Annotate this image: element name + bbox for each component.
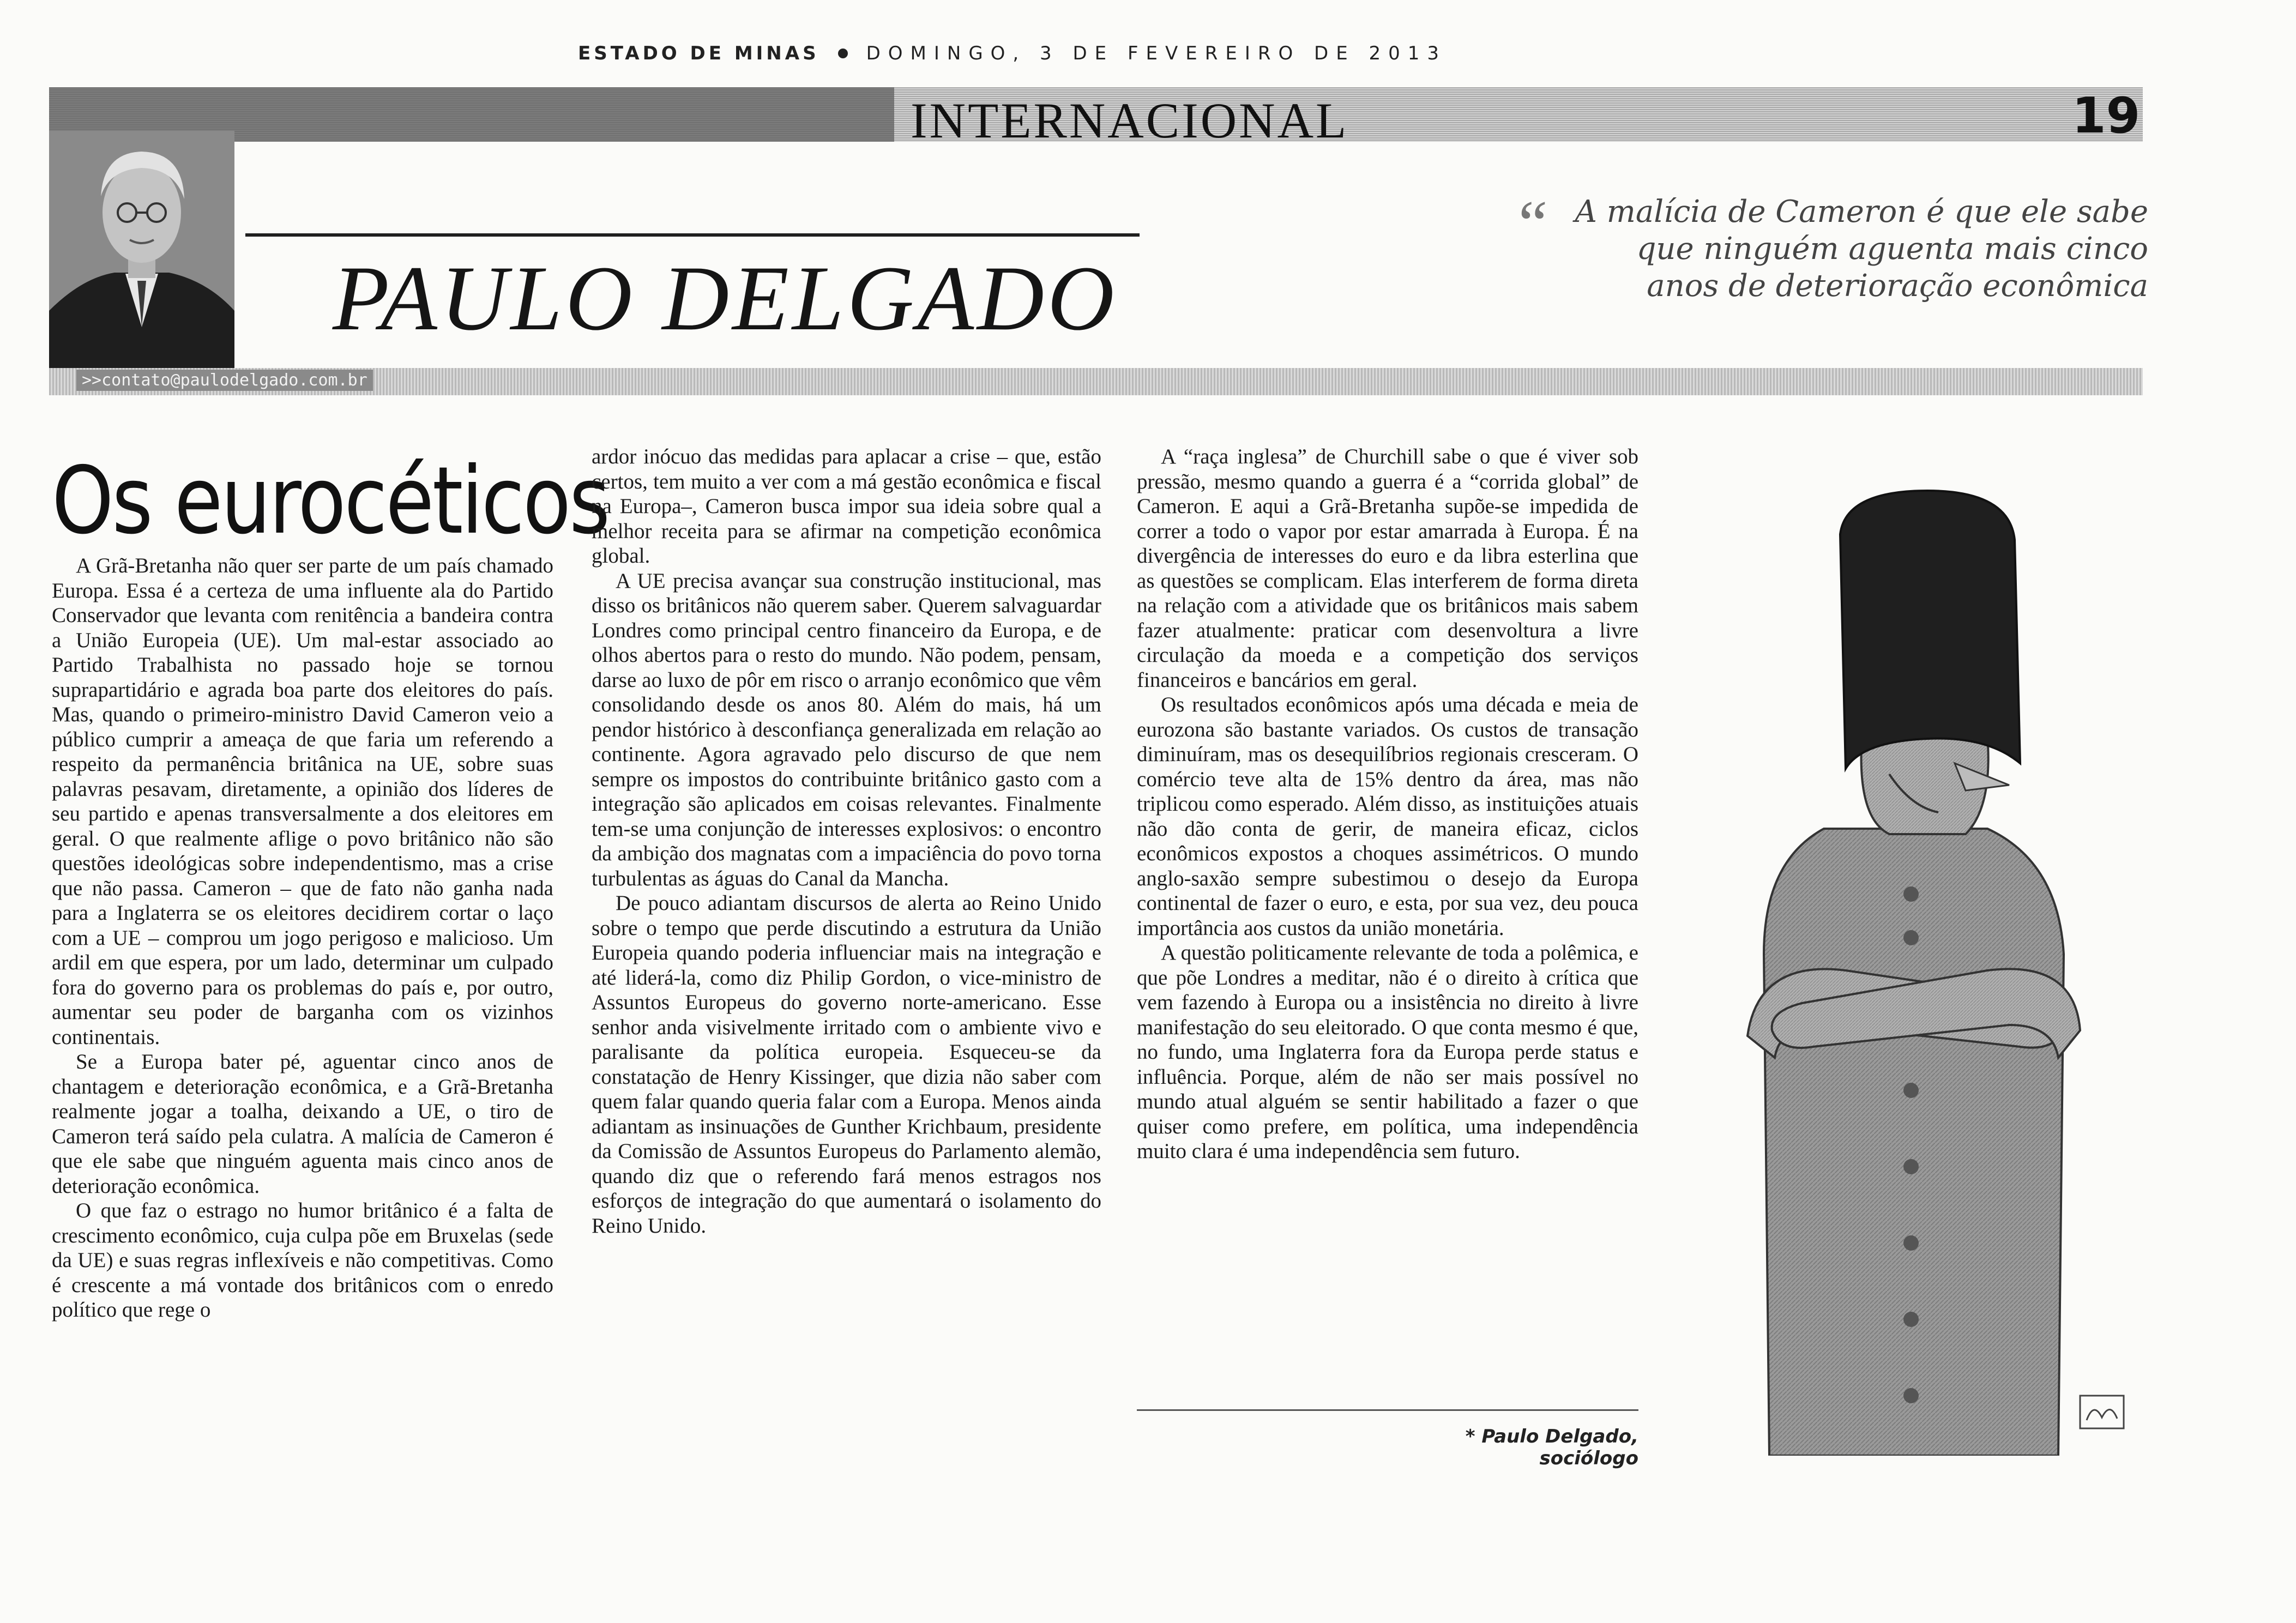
author-email: >>contato@paulodelgado.com.br [76, 370, 373, 391]
masthead [578, 43, 1668, 75]
royal-guard-drawing [1682, 480, 2146, 1456]
author-photo [49, 131, 234, 371]
paragraph: ardor inócuo das medidas para aplacar a crise – que, estão certos, tem muito a ver com a má gestão econômica e fiscal na Europa–, Cameron busca impor sua ideia sobre qual a melhor receita para se afirmar na competição econômica global. [592, 445, 1101, 568]
publication-date: DOMINGO, 3 DE FEVEREIRO DE 2013 [866, 43, 1447, 64]
paragraph: De pouco adiantam discursos de alerta ao Reino Unido sobre o tempo que perde discutindo a estrutura da União Europeia quando poderia influenciar mais na integração e até liderá-la, como diz Philip Gordon, o vice-ministro de Assuntos Europeus do governo norte-americano. Esse senhor anda visivelmente irritado com o ambiente vivo e paralisante da política europeia. Esqueceu-se da constatação de Henry Kissinger, que dizia não saber com quem falar quando queria falar com a Europa. Menos ainda adiantam as insinuações de Gunther Krichbaum, presidente da Comissão de Assuntos Europeus do Parlamento alemão, quando diz que o referendo fará menos estragos nos esforços de integração do que aumentará o isolamento do Reino Unido. [592, 891, 1101, 1238]
article-column-2 [592, 444, 1101, 1238]
article-column-1 [52, 553, 553, 1323]
paragraph: Se a Europa bater pé, aguentar cinco anos de chantagem e deterioração econômica, e a Grã-Bretanha realmente jogar a toalha, deixando a UE, o tiro de Cameron terá saído pela culatra. A malícia de Cameron é que ele sabe que ninguém aguenta mais cinco anos de deterioração econômica. [52, 1050, 553, 1198]
cartoon-illustration [1682, 480, 2146, 1456]
paragraph: A Grã-Bretanha não quer ser parte de um país chamado Europa. Essa é a certeza de uma influente ala do Partido Conservador que levanta com renitência a bandeira contra a União Europeia (UE). Um mal-estar associado ao Partido Trabalhista no passado hoje se tornou suprapartidário e agrada boa parte dos eleitores do país. Mas, quando o primeiro-ministro David Cameron veio a público cumprir a ameaça de que faria um referendo a respeito da permanência britânica na UE, sobre suas palavras pesavam, diretamente, a opinião dos líderes de seu partido e apenas transversalmente a dos eleitores em geral. O que realmente aflige o povo britânico não são questões ideológicas sobre independentismo, mas a crise que não passa. Cameron – que de fato não ganha nada para a Inglaterra se os eleitores decidirem cortar o laço com a UE – comprou um jogo perigoso e malicioso. Um ardil em que espera, por um lado, determinar um culpado fora do governo para os problemas do país e, por outro, aumentar seu poder de barganha com os vizinhos continentais. [52, 554, 553, 1049]
paragraph: A questão politicamente relevante de toda a polêmica, e que põe Londres a meditar, não é o direito à crítica que vem fazendo à Europa ou a insistência no direito à livre manifestação do seu eleitorado. O que conta mesmo é que, no fundo, uma Inglaterra fora da Europa perde status e influência. Porque, além de não ser mais possível no mundo atual alguém se sentir habilitado a fazer o que quiser como prefere, em política, uma independência muito clara é uma independência sem futuro. [1137, 941, 1638, 1163]
article-column-3 [1137, 444, 1638, 1164]
newspaper-name: ESTADO DE MINAS [578, 43, 819, 64]
signature-rule [1137, 1409, 1638, 1411]
paragraph: O que faz o estrago no humor britânico é a falta de crescimento econômico, cuja culpa põe em Bruxelas (sede da UE) e suas regras inflexíveis e não competitivas. Como é crescente a má vontade dos britânicos com o enredo político que rege o [52, 1199, 553, 1322]
paragraph: Os resultados econômicos após uma década e meia de eurozona são bastante variados. Os custos de transação diminuíram, mas os desequilíbrios regionais cresceram. O comércio teve alta de 15% dentro da área, mas não triplicou como esperado. Além disso, as instituições atuais não dão conta de gerir, de maneira eficaz, ciclos econômicos expostos a choques assimétricos. O mundo anglo-saxão sempre subestimou o desejo da Europa continental de fazer o euro, e esta, por sua vez, deu pouca importância aos custos da união monetária. [1137, 693, 1638, 940]
author-name: PAULO DELGADO [333, 247, 1118, 349]
section-title: INTERNACIONAL [911, 93, 1349, 148]
author-portrait-image [49, 131, 234, 371]
headline: Os eurocéticos [52, 447, 608, 555]
page-number: 19 [2072, 87, 2141, 144]
bullet-dot-icon [838, 49, 848, 58]
quote-mark-icon: “ [1518, 187, 1548, 260]
paragraph: A UE precisa avançar sua construção institucional, mas disso os britânicos não querem saber. Querem salvaguardar Londres como principal centro financeiro da Europa, e de olhos abertos para o resto do mundo. Não podem, pensam, darse ao luxo de pôr em risco o arranjo econômico que vêm consolidando desde os anos 80. Além do mais, há um pendor histórico à desconfiança generalizada em relação ao continente. Agora agravado pelo discurso de que nem sempre os impostos do contribuinte britânico gasto com a integração são aplicados em coisas relevantes. Finalmente tem-se uma conjunção de interesses explosivos: o encontro da ambição dos magnatas com a impaciência do povo torna turbulentas as águas do Canal da Mancha. [592, 569, 1101, 890]
author-rule [245, 233, 1140, 237]
author-signature: * Paulo Delgado, sociólogo [1465, 1426, 1638, 1469]
pull-quote: A malícia de Cameron é que ele sabe que ninguém aguenta mais cinco anos de deterioração econômica [1575, 194, 2148, 304]
paragraph: A “raça inglesa” de Churchill sabe o que é viver sob pressão, mesmo quando a guerra é a “corrida global” de Cameron. E aqui a Grã-Bretanha supõe-se impedida de correr a todo o vapor por estar amarrada à Europa. É na divergência de interesses do euro e da libra esterlina que as questões se complicam. Elas interferem de forma direta na relação com a atividade que os britânicos mais sabem fazer atualmente: praticar com desenvoltura a livre circulação da moeda e a competição dos serviços financeiros e bancários em geral. [1137, 445, 1638, 692]
